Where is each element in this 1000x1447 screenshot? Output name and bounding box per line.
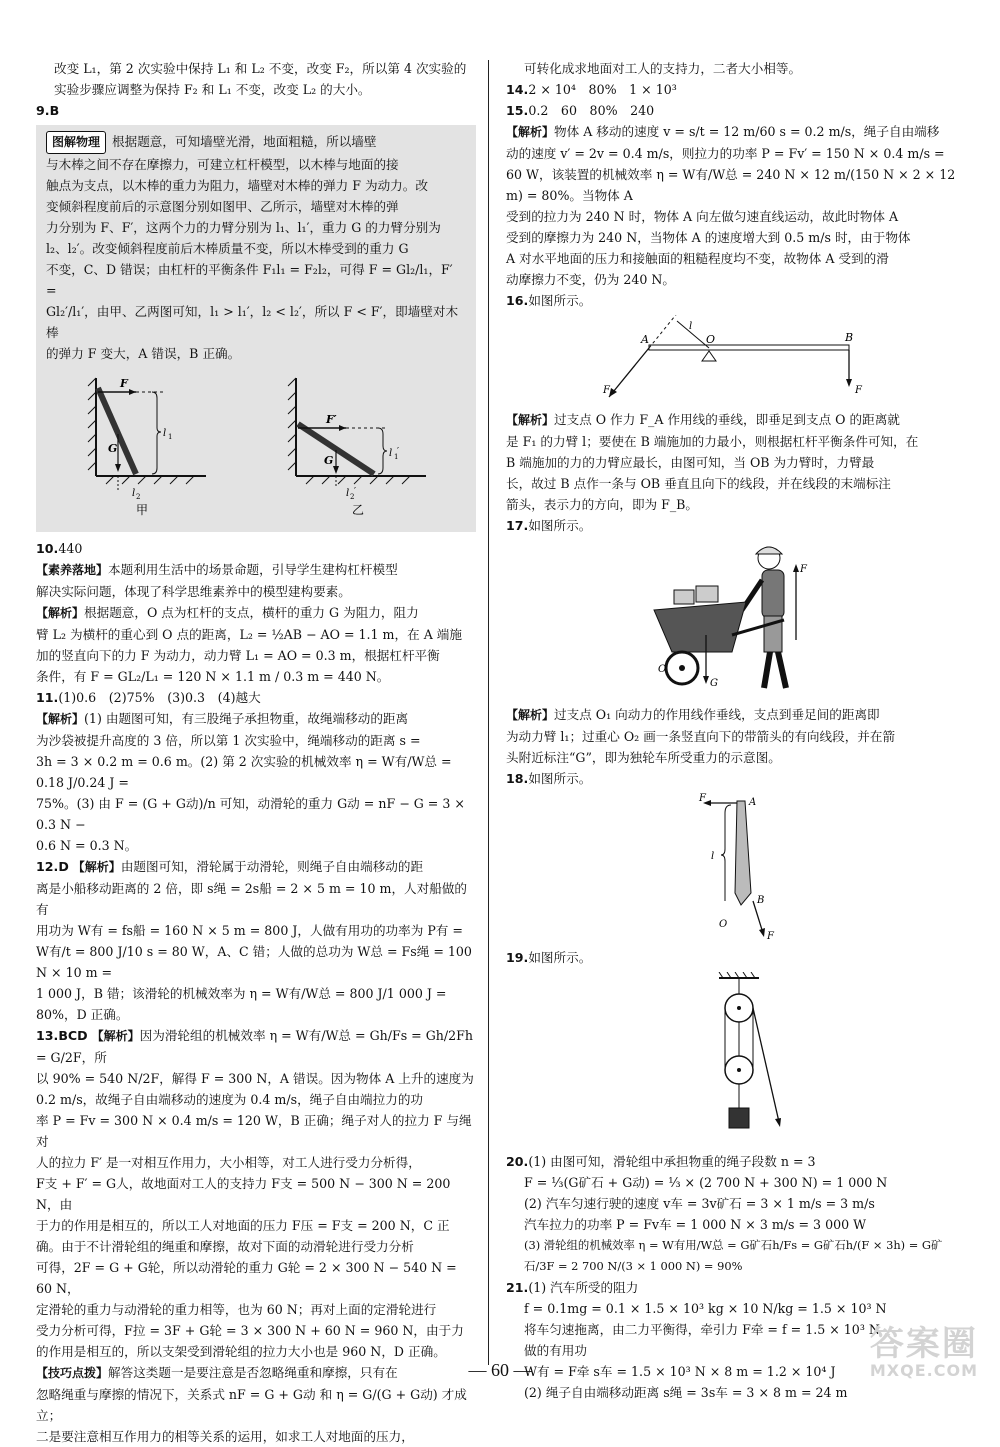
q21-line: 将车匀速拖离，由二力平衡得，牵引力 F牵 = f = 1.5 × 10³ N [524,1322,880,1337]
q15-analysis-line: 受到的拉力为 240 N 时，物体 A 向左做匀速直线运动，故此时物体 A [506,209,899,224]
q13-analysis-line: 定滑轮的重力与动滑轮的重力相等，也为 60 N；再对上面的定滑轮进行 [36,1302,437,1317]
q8-continuation-2: 实验步骤应调整为保持 F₂ 和 L₁ 不变，改变 L₂ 的大小。 [54,82,371,97]
q13-analysis-line: 率 P = Fv = 300 N × 0.4 m/s = 120 W，B 正确；绳子对人的拉力 F 与绳对 [36,1113,472,1149]
svg-text:l: l [389,448,393,459]
q16-analysis-line: 箭头，表示力的方向，即为 F_B。 [506,497,699,512]
svg-text:O: O [705,333,715,346]
q13-answer: 13.BCD 【解析】因为滑轮组的机械效率 η = W有/W总 = Gh/Fs = Gh/2Fh = G/2F，所 [36,1028,474,1065]
q15-analysis-line: 动的速度 v′ = 2v = 0.4 m/s，则拉力的功率 P = Fv′ = 150 N × 0.4 m/s = [506,146,945,161]
q9-box-line: 与木棒之间不存在摩擦力，可建立杠杆模型，以木棒与地面的接 [46,157,399,172]
q21-line: 做的有用功 [524,1343,587,1358]
q12-analysis-line: 用功为 W有 = fs船 = 160 N × 5 m = 800 J，人做有用功的功率为 P有 = [36,923,463,938]
q12-analysis-line: 1 000 J，B 错；该滑轮的机械效率为 η = W有/W总 = 800 J/1 000 J = 80%，D 正确。 [36,986,447,1022]
q16-analysis-line: B 端施加的力的力臂应最长，由图可知，当 OB 为力臂时，力臂最 [506,455,875,470]
q18-answer: 18.如图所示。 [506,771,592,786]
q21-line: f = 0.1mg = 0.1 × 1.5 × 10³ kg × 10 N/kg = 1.5 × 10³ N [524,1301,887,1316]
q13-analysis-line: 人的拉力 F′ 是一对相互作用力，大小相等，对工人进行受力分析得， [36,1155,421,1170]
wall-rod-figures [56,368,456,518]
q11-analysis-line: 3h = 3 × 0.2 m = 0.6 m。(2) 第 2 次实验的机械效率 η = W有/W总 = 0.18 J/0.24 J = [36,754,452,790]
q10-answer: 10.440 [36,541,83,556]
figure-yi-label: 乙 [352,503,365,517]
svg-text:2: 2 [136,493,141,501]
q9-box-line: l₂、l₂′。改变倾斜程度前后木棒质量不变，所以木棒受到的重力 G [46,241,409,256]
q16-analysis-line: 【解析】过支点 O 作力 F_A 作用线的垂线，即垂足到支点 O 的距离就 [506,412,900,427]
q9-box-line: Gl₂′/l₁′，由甲、乙两图可知，l₁ > l₁′，l₂ < l₂′，所以 F < F′，即墙壁对木棒 [46,304,459,340]
svg-text:2: 2 [350,493,355,501]
svg-text:O: O [718,919,727,930]
svg-text:′: ′ [397,447,400,457]
q17-analysis-line: 头附近标注“G”，即为独轮车所受重力的示意图。 [506,750,781,765]
right-column [506,58,971,1403]
page-number: — 60 — [468,1360,532,1380]
svg-text:F: F [602,385,610,396]
svg-text:F: F [799,564,807,575]
q11-analysis-line: 为沙袋被提升高度的 3 倍，所以第 1 次实验中，绳端移动的距离 s = [36,733,421,748]
q13-analysis-line: 于力的作用是相互的，所以工人对地面的压力 F压 = F支 = 200 N，C 正 [36,1218,450,1233]
q13-tip-line: 二是要注意相互作用力的相等关系的运用，如求工人对地面的压力， [36,1429,414,1444]
q9-box-line: 不变，C、D 错误；由杠杆的平衡条件 F₁l₁ = F₂l₂，可得 F = Gl₂/l₁，F′ = [46,262,453,298]
figure-jia [88,377,206,501]
q16-analysis-line: 长，故过 B 点作一条与 OB 垂直且向下的线段，并在线段的末端标注 [506,476,891,491]
wheelbarrow-diagram-q17 [624,540,854,700]
q10-analysis-line: 加的竖直向下的力 F 为动力，动力臂 L₁ = AO = 0.3 m，根据杠杆平衡 [36,648,440,663]
svg-text:F: F [854,385,862,396]
q16-answer: 16.如图所示。 [506,293,592,308]
lever-diagram-q16 [589,315,889,405]
q13-continuation: 可转化成求地面对工人的支持力，二者大小相等。 [524,61,802,76]
q20-answer: 20.(1) 由图可知，滑轮组中承担物重的绳子段数 n = 3 [506,1154,816,1169]
q13-analysis-line: 以 90% = 540 N/2F，解得 F = 300 N，A 错误。因为物体 A 上升的速度为 [36,1071,474,1086]
q10-literacy-line-2: 解决实际问题，体现了科学思维素养中的模型建构要素。 [36,584,351,599]
q12-analysis-line: 离是小船移动距离的 2 倍，即 s绳 = 2s船 = 2 × 5 m = 10 m，人对船做的有 [36,881,468,917]
svg-text:F: F [698,793,706,804]
q9-explanation-box [36,125,476,532]
svg-text:1: 1 [394,453,399,461]
left-column [36,58,476,1447]
svg-text:G: G [108,442,118,455]
q21-line: W有 = F牵 s车 = 1.5 × 10³ N × 8 m = 1.2 × 10⁴ J [524,1364,836,1379]
watermark-line-1: 答案圈 [869,1324,978,1364]
pulley-system-diagram-q19 [679,972,799,1147]
q9-box-line: 变倾斜程度前后的示意图分别如图甲、乙所示，墙壁对木棒的弹 [46,199,399,214]
q9-box-line: 力分别为 F、F′，这两个力的力臂分别为 l₁、l₁′，重力 G 的力臂分别为 [46,220,441,235]
watermark [870,1316,978,1380]
q11-analysis-line: 75%。(3) 由 F = (G + G动)/n 可知，动滑轮的重力 G动 = nF − G = 3 × 0.3 N − [36,796,465,832]
q21-line: (2) 绳子自由端移动距离 s绳 = 3s车 = 3 × 8 m = 24 m [524,1385,848,1400]
q13-tip-line: 【技巧点拨】解答这类题一是要注意是否忽略绳重和摩擦，只有在 [36,1365,398,1380]
svg-text:G: G [709,678,718,689]
figure-jia-label: 甲 [136,503,149,517]
q15-analysis-line: 【解析】物体 A 移动的速度 v = s/t = 12 m/60 s = 0.2 m/s，绳子自由端移 [506,124,940,139]
svg-text:l: l [710,851,714,862]
q15-analysis-line: 受到的摩擦力为 240 N，当物体 A 的速度增大到 0.5 m/s 时，由于物体 [506,230,911,245]
q11-answer: 11.(1)0.6 (2)75% (3)0.3 (4)越大 [36,690,261,705]
q16-analysis-line: 是 F₁ 的力臂 l；要使在 B 端施加的力最小，则根据杠杆平衡条件可知，在 [506,434,919,449]
svg-text:1: 1 [168,433,173,441]
q12-analysis-line: W有/t = 800 J/10 s = 80 W，A、C 错；人做的总功为 W总 = Fs绳 = 100 N × 10 m = [36,944,472,980]
q10-analysis-line: 条件，有 F = GL₂/L₁ = 120 N × 1.1 m / 0.3 m = 440 N。 [36,669,390,684]
q12-answer: 12.D 【解析】由题图可知，滑轮属于动滑轮，则绳子自由端移动的距 [36,859,424,874]
q20-line: F = ⅓(G矿石 + G动) = ⅓ × (2 700 N + 300 N) = 1 000 N [524,1175,888,1190]
svg-text:l: l [346,488,350,499]
q10-analysis-line: 【解析】根据题意，O 点为杠杆的支点，横杆的重力 G 为阻力，阻力 [36,605,419,620]
q15-analysis-line: 动摩擦力不变，仍为 240 N。 [506,272,676,287]
q10-analysis-line: 臂 L₂ 为横杆的重心到 O 点的距离，L₂ = ½AB − AO = 1.1 m，在 A 端施 [36,627,462,642]
q11-analysis-line: 0.6 N = 0.3 N。 [36,838,138,853]
q10-literacy-line: 【素养落地】本题利用生活中的场景命题，引导学生建构杠杆模型 [36,562,398,577]
q13-analysis-line: 确。由于不计滑轮组的绳重和摩擦，故对下面的动滑轮进行受力分析 [36,1239,414,1254]
q13-tip-line: 忽略绳重与摩擦的情况下，关系式 nF = G + G动 和 η = G/(G + G动) 才成立； [36,1387,467,1423]
tool-lever-diagram-q18 [679,793,799,943]
q15-analysis-line: 60 W，该装置的机械效率 η = W有/W总 = 240 N × 12 m/(150 N × 2 × 12 m) = 80%。当物体 A [506,167,956,203]
svg-text:B: B [756,895,764,906]
q15-answer: 15.0.2 60 80% 240 [506,103,655,118]
q20-line: (3) 滑轮组的机械效率 η = W有用/W总 = G矿石h/Fs = G矿石h/(F × 3h) = G矿石/3F = 2 700 N/(3 × 1 000 N) = 90% [524,1238,943,1273]
svg-text:O: O [657,664,666,675]
q13-analysis-line: 受力分析可得，F拉 = 3F + G轮 = 3 × 300 N + 60 N = 960 N，由于力 [36,1323,464,1338]
q9-box-line: 的弹力 F 变大，A 错误，B 正确。 [46,346,241,361]
watermark-line-2: MXQE.COM [869,1361,978,1380]
q17-analysis-line: 为动力臂 l₁；过重心 O₂ 画一条竖直向下的带箭头的有向线段，并在箭 [506,729,896,744]
q20-line: (2) 汽车匀速行驶的速度 v车 = 3v矿石 = 3 × 1 m/s = 3 m/s [524,1196,875,1211]
q13-analysis-line: 可得，2F = G + G轮，所以动滑轮的重力 G轮 = 2 × 300 N − 540 N = 60 N， [36,1260,457,1296]
svg-text:F′: F′ [326,413,337,426]
q9-box-line: 图解物理 根据题意，可知墙壁光滑，地面粗糙，所以墙壁 [46,131,466,154]
svg-text:F: F [120,377,128,390]
svg-text:l: l [163,428,167,439]
q19-answer: 19.如图所示。 [506,950,592,965]
q17-answer: 17.如图所示。 [506,518,592,533]
q21-answer: 21.(1) 汽车所受的阻力 [506,1280,639,1295]
svg-text:G: G [324,454,334,467]
q11-analysis-line: 【解析】(1) 由题图可知，有三股绳子承担物重，故绳端移动的距离 [36,711,409,726]
q9-box-line: 触点为支点，以木棒的重力为阻力，墙壁对木棒的弹力 F 为动力。改 [46,178,428,193]
svg-text:B: B [844,331,853,344]
q13-analysis-line: F支 + F′ = G人，故地面对工人的支持力 F支 = 500 N − 300 N = 200 N，由 [36,1176,451,1212]
svg-text:l: l [688,321,692,332]
svg-text:F: F [766,931,774,942]
svg-text:A: A [748,797,756,808]
q8-continuation-1: 改变 L₁，第 2 次实验中保持 L₁ 和 L₂ 不变，改变 F₂，所以第 4 次实验的 [54,61,467,76]
figure-yi [288,378,426,501]
q15-analysis-line: A 对水平地面的压力和接触面的粗糙程度均不变，故物体 A 受到的滑 [506,251,889,266]
diagram-physics-badge: 图解物理 [46,131,106,154]
column-divider [488,60,489,1365]
q13-analysis-line: 的作用是相互的，所以支架受到滑轮组的拉力大小也是 960 N，D 正确。 [36,1344,446,1359]
q14-answer: 14.2 × 10⁴ 80% 1 × 10³ [506,82,677,97]
q17-analysis-line: 【解析】过支点 O₁ 向动力的作用线作垂线，支点到垂足间的距离即 [506,707,880,722]
svg-text:A: A [640,333,649,346]
q13-analysis-line: 0.2 m/s，故绳子自由端移动的速度为 0.4 m/s，绳子自由端拉力的功 [36,1092,424,1107]
svg-text:′: ′ [354,487,357,497]
svg-text:l: l [132,488,136,499]
q20-line: 汽车拉力的功率 P = Fv车 = 1 000 N × 3 m/s = 3 000 W [524,1217,867,1232]
q9-answer: 9.B [36,103,60,118]
